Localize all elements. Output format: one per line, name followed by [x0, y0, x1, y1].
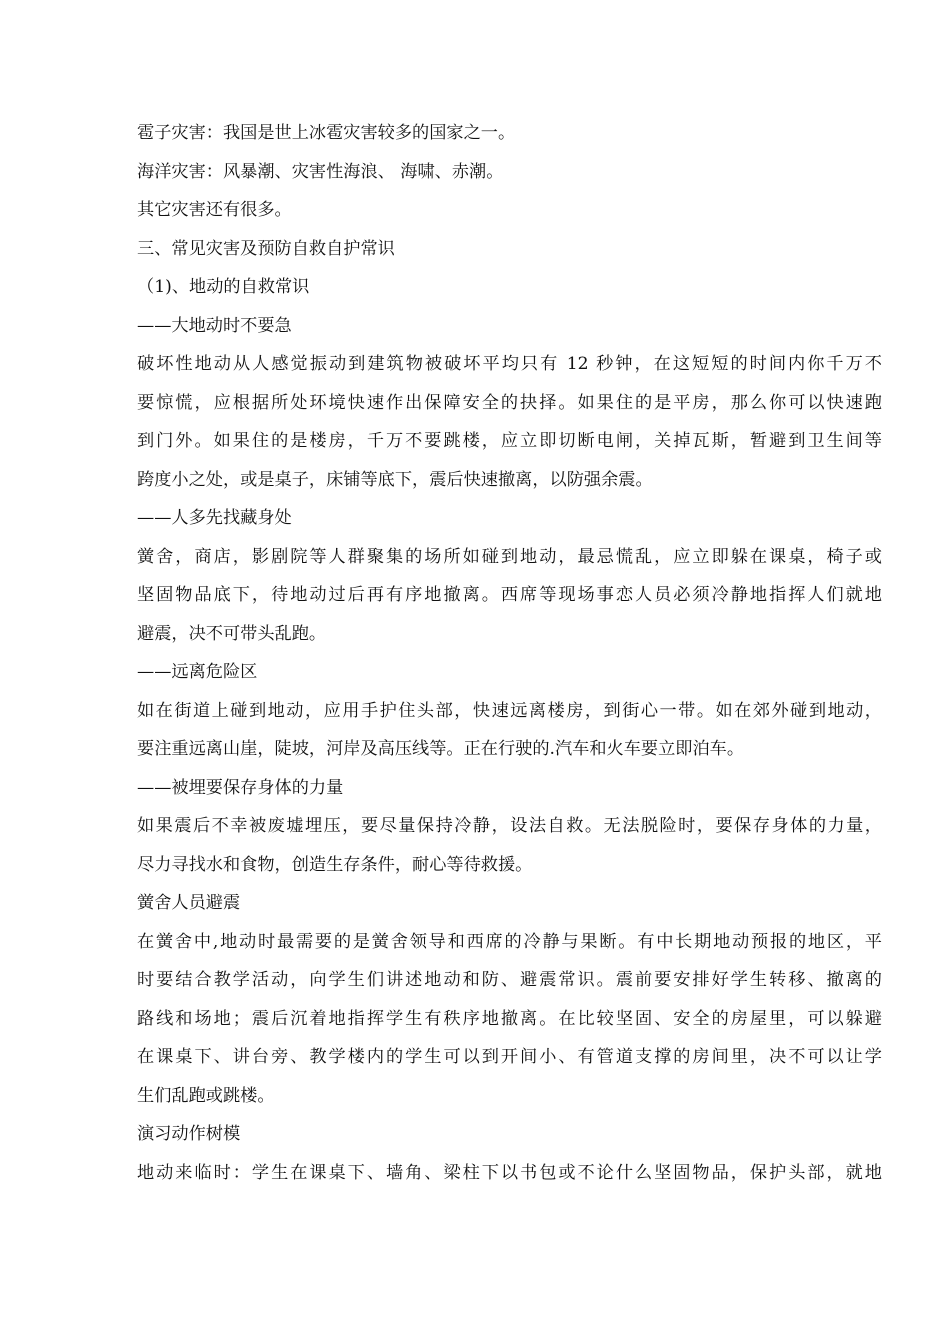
paragraph-line: 路线和场地；震后沉着地指挥学生有秩序地撤离。在比较坚固、安全的房屋里，可以躲避	[137, 1008, 882, 1029]
paragraph-line: 要注重远离山崖，陡坡，河岸及高压线等。正在行驶的.汽车和火车要立即泊车。	[137, 739, 745, 759]
paragraph-line: 尽力寻找水和食物，创造生存条件，耐心等待救援。	[137, 854, 533, 875]
tip-heading-2: ——人多先找藏身处	[137, 508, 292, 528]
tip-heading-3: ——远离危险区	[137, 662, 258, 682]
paragraph-line: 破坏性地动从人感觉振动到建筑物被破坏平均只有 12 秒钟，在这短短的时间内你千万不	[137, 354, 882, 374]
school-heading: 黉舍人员避震	[137, 893, 241, 913]
drill-heading: 演习动作树模	[137, 1124, 241, 1144]
paragraph-hail: 雹子灾害：我国是世上冰雹灾害较多的国家之一。	[137, 123, 516, 143]
paragraph-line: 生们乱跑或跳楼。	[137, 1085, 275, 1106]
paragraph-ocean: 海洋灾害：风暴潮、灾害性海浪、 海啸、赤潮。	[137, 161, 504, 182]
paragraph-line: 如在街道上碰到地动，应用手护住头部，快速远离楼房，到街心一带。如在郊外碰到地动，	[137, 700, 882, 721]
paragraph-line: 到门外。如果住的是楼房，千万不要跳楼，应立即切断电闸，关掉瓦斯，暂避到卫生间等	[137, 431, 882, 451]
document-body	[137, 114, 882, 1192]
paragraph-other: 其它灾害还有很多。	[137, 200, 292, 220]
paragraph-line: 坚固物品底下，待地动过后再有序地撤离。西席等现场事恋人员必须冷静地指挥人们就地	[137, 585, 882, 605]
paragraph-line: 在黉舍中,地动时最需要的是黉舍领导和西席的冷静与果断。有中长期地动预报的地区，平	[137, 931, 882, 952]
section-heading: 三、常见灾害及预防自救自护常识	[137, 238, 395, 259]
paragraph-line: 跨度小之处，或是桌子，床铺等底下，震后快速撤离，以防强余震。	[137, 469, 653, 490]
paragraph-line: 时要结合教学活动，向学生们讲述地动和防、避震常识。震前要安排好学生转移、撤离的	[137, 970, 882, 990]
paragraph-line: 在课桌下、讲台旁、教学楼内的学生可以到开间小、有管道支撑的房间里，决不可以让学	[137, 1047, 882, 1067]
paragraph-line: 要惊慌，应根据所处环境快速作出保障安全的抉择。如果住的是平房，那么你可以快速跑	[137, 392, 882, 413]
paragraph-line: 如果震后不幸被废墟埋压，要尽量保持冷静，设法自救。无法脱险时，要保存身体的力量，	[137, 816, 882, 836]
paragraph-line: 地动来临时：学生在课桌下、墙角、梁柱下以书包或不论什么坚固物品，保护头部，就地	[137, 1162, 882, 1183]
paragraph-line: 避震，决不可带头乱跑。	[137, 623, 327, 644]
subsection-heading: （1)、地动的自救常识	[137, 277, 310, 297]
tip-heading-1: ——大地动时不要急	[137, 315, 292, 336]
tip-heading-4: ——被埋要保存身体的力量	[137, 777, 344, 798]
paragraph-line: 黉舍，商店，影剧院等人群聚集的场所如碰到地动，最忌慌乱，应立即躲在课桌，椅子或	[137, 546, 882, 567]
